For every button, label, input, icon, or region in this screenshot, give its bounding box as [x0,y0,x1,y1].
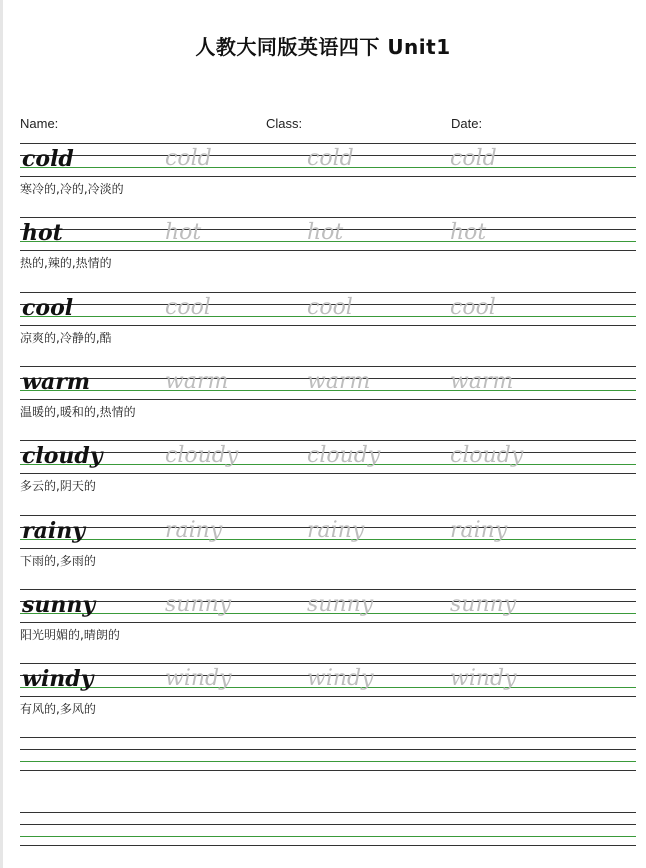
word-meaning: 下雨的,多雨的 [20,554,96,568]
word-cloudy: cloudy [22,443,103,469]
word-meaning: 热的,辣的,热情的 [20,256,112,270]
trace-word: cloudy [307,443,381,468]
guide-line [20,737,636,738]
page-title: 人教大同版英语四下 Unit1 [195,35,451,59]
trace-word: warm [307,369,371,394]
word-windy: windy [22,666,94,692]
word-row-cold [20,143,636,177]
trace-word: hot [307,220,344,245]
word-meaning: 多云的,阴天的 [20,479,96,493]
trace-word: cold [450,146,497,171]
trace-word: cloudy [450,443,524,468]
word-warm: warm [22,369,91,395]
trace-word: cool [450,295,496,320]
guide-line [20,250,636,251]
word-cool: cool [22,295,74,321]
word-meaning: 有风的,多风的 [20,702,96,716]
word-row-windy [20,663,636,697]
guide-line [20,812,636,813]
guide-line [20,622,636,623]
trace-word: sunny [450,592,517,617]
guide-line [20,770,636,771]
guide-line [20,824,636,825]
guide-line [20,325,636,326]
guide-line [20,399,636,400]
word-cold: cold [22,146,74,172]
blank-practice-row [20,737,636,771]
word-hot: hot [22,220,63,246]
guide-line [20,696,636,697]
blank-practice-row [20,812,636,846]
trace-word: cool [307,295,353,320]
trace-word: hot [165,220,202,245]
trace-word: cool [165,295,211,320]
trace-word: hot [450,220,487,245]
guide-line [20,845,636,846]
baseline-green [20,761,636,762]
word-row-warm [20,366,636,400]
trace-word: warm [450,369,514,394]
guide-line [20,473,636,474]
word-row-cloudy [20,440,636,474]
trace-word: sunny [165,592,232,617]
trace-word: rainy [450,518,508,543]
word-row-hot [20,217,636,251]
guide-line [20,749,636,750]
trace-word: rainy [165,518,223,543]
trace-word: windy [165,666,232,691]
word-meaning: 温暖的,暖和的,热情的 [20,405,136,419]
word-row-cool [20,292,636,326]
trace-word: cloudy [165,443,239,468]
word-sunny: sunny [22,592,96,618]
trace-word: cold [307,146,354,171]
guide-line [20,176,636,177]
trace-word: rainy [307,518,365,543]
trace-word: cold [165,146,212,171]
word-meaning: 寒冷的,冷的,冷淡的 [20,182,124,196]
trace-word: sunny [307,592,374,617]
name-label: Name: [20,116,59,131]
page-edge [0,0,3,868]
word-meaning: 凉爽的,冷静的,酷 [20,331,112,345]
trace-word: windy [450,666,517,691]
trace-word: windy [307,666,374,691]
word-row-sunny [20,589,636,623]
date-label: Date: [451,116,483,131]
baseline-green [20,836,636,837]
word-rainy: rainy [22,518,85,544]
word-row-rainy [20,515,636,549]
word-meaning: 阳光明媚的,晴朗的 [20,628,120,642]
trace-word: warm [165,369,229,394]
class-label: Class: [266,116,303,131]
guide-line [20,548,636,549]
